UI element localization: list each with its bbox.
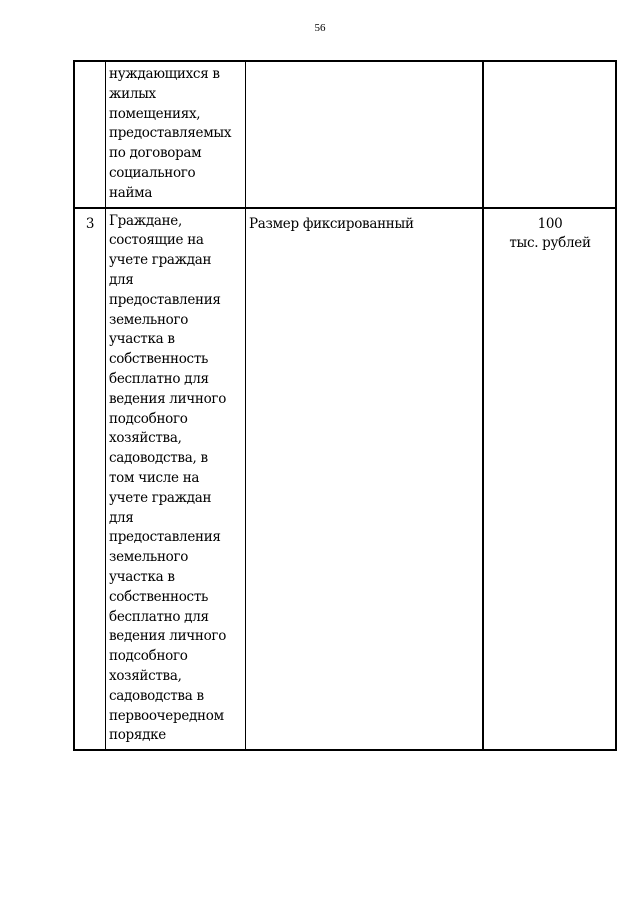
category-line: земельного xyxy=(109,549,189,566)
amount-description-cell: Размер фиксированный xyxy=(246,208,484,751)
category-line: ведения личного xyxy=(109,628,227,645)
category-line: социального xyxy=(109,164,196,181)
category-cell xyxy=(106,61,246,208)
category-line: жилых xyxy=(109,85,156,102)
category-line: нуждающихся в xyxy=(109,66,220,82)
category-line: состоящие на xyxy=(109,232,204,249)
amount-cell xyxy=(483,208,616,751)
category-line: Граждане, xyxy=(109,212,182,229)
category-line: бесплатно для xyxy=(109,608,209,625)
benefits-table xyxy=(73,60,617,751)
category-line: участка в xyxy=(109,331,175,348)
amount-value: 100 xyxy=(537,215,563,232)
category-line: для xyxy=(109,509,134,526)
category-line: по договорам xyxy=(109,145,202,162)
category-line: учете граждан xyxy=(109,252,212,269)
category-line: земельного xyxy=(109,311,189,328)
category-line: для xyxy=(109,271,134,288)
category-line: садоводства, в xyxy=(109,450,208,467)
category-line: порядке xyxy=(109,727,166,744)
category-line: хозяйства, xyxy=(109,667,182,684)
category-line: помещениях, xyxy=(109,105,201,122)
amount-unit: тыс. рублей xyxy=(509,235,591,252)
category-line: первоочередном xyxy=(109,707,224,724)
page-number: 56 xyxy=(314,22,326,34)
category-line: найма xyxy=(109,184,153,201)
category-line: подсобного xyxy=(109,648,188,665)
row-number-cell: 3 xyxy=(74,208,106,751)
category-line: участка в xyxy=(109,568,175,585)
amount-cell xyxy=(483,61,616,208)
category-line: собственность xyxy=(109,351,209,368)
amount-description-cell xyxy=(246,61,484,208)
category-cell xyxy=(106,208,246,751)
table-row xyxy=(74,208,616,751)
table-row xyxy=(74,61,616,208)
category-line: том числе на xyxy=(109,469,200,486)
category-line: предоставления xyxy=(109,291,221,308)
category-line: ведения личного xyxy=(109,390,227,407)
category-line: подсобного xyxy=(109,410,188,427)
category-line: предоставляемых xyxy=(109,125,232,142)
category-line: учете граждан xyxy=(109,489,212,506)
row-number-cell xyxy=(74,61,106,208)
category-line: предоставления xyxy=(109,529,221,546)
category-line: хозяйства, xyxy=(109,430,182,447)
category-line: садоводства в xyxy=(109,687,204,704)
category-line: бесплатно для xyxy=(109,370,209,387)
category-line: собственность xyxy=(109,588,209,605)
